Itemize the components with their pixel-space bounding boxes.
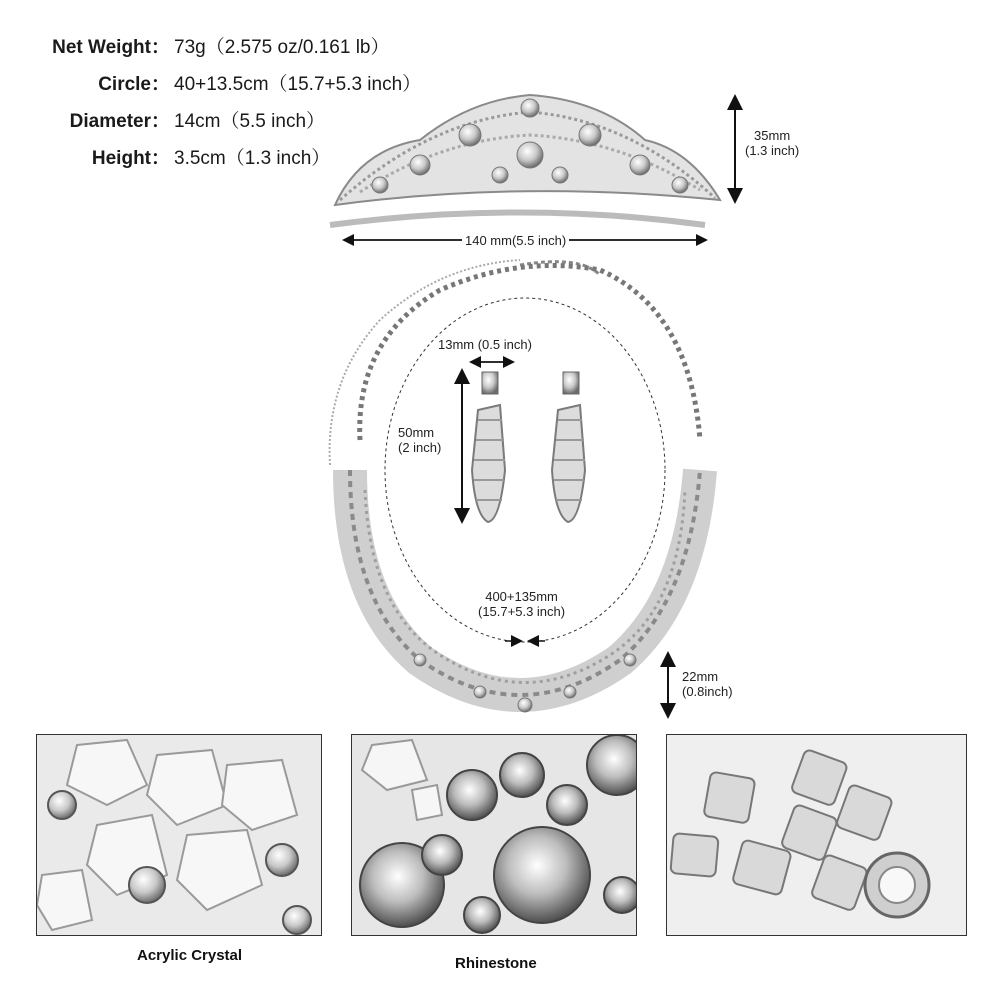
spec-value: 3.5cm（1.3 inch）	[174, 148, 331, 169]
tiara-height-in: (1.3 inch)	[745, 143, 800, 158]
necklace-length-mm: 400+135mm	[485, 589, 558, 604]
earring-icon	[472, 372, 585, 522]
spec-label: Circle：	[98, 74, 170, 95]
earring-height-label	[398, 425, 441, 455]
spec-value: 14cm（5.5 inch）	[174, 111, 326, 132]
tiara-icon	[330, 95, 720, 225]
necklace-depth-mm: 22mm	[682, 669, 719, 684]
necklace-length-in: (15.7+5.3 inch)	[478, 604, 566, 619]
metal-setting-photo	[666, 734, 967, 936]
spec-label: Net Weight：	[52, 37, 170, 58]
tiara-height-mm: 35mm	[754, 128, 791, 143]
earring-width-label: 13mm (0.5 inch)	[438, 337, 532, 352]
spec-label: Diameter：	[69, 111, 170, 132]
tiara-height-label	[745, 128, 799, 158]
acrylic-crystal-caption: Acrylic Crystal	[137, 947, 243, 964]
spec-value: 73g（2.575 oz/0.161 lb）	[174, 37, 390, 58]
necklace-depth-label	[682, 669, 733, 699]
spec-label: Height：	[91, 148, 170, 169]
necklace-depth-in: (0.8inch)	[682, 684, 733, 699]
rhinestone-caption: Rhinestone	[455, 955, 537, 972]
necklace-length-label	[478, 589, 565, 619]
spec-value: 40+13.5cm（15.7+5.3 inch）	[174, 74, 422, 95]
rhinestone-photo	[351, 734, 637, 936]
tiara-width-label: 140 mm(5.5 inch)	[462, 233, 569, 248]
earring-height-in: (2 inch)	[398, 440, 442, 455]
earring-height-mm: 50mm	[398, 425, 435, 440]
acrylic-crystal-photo	[36, 734, 322, 936]
